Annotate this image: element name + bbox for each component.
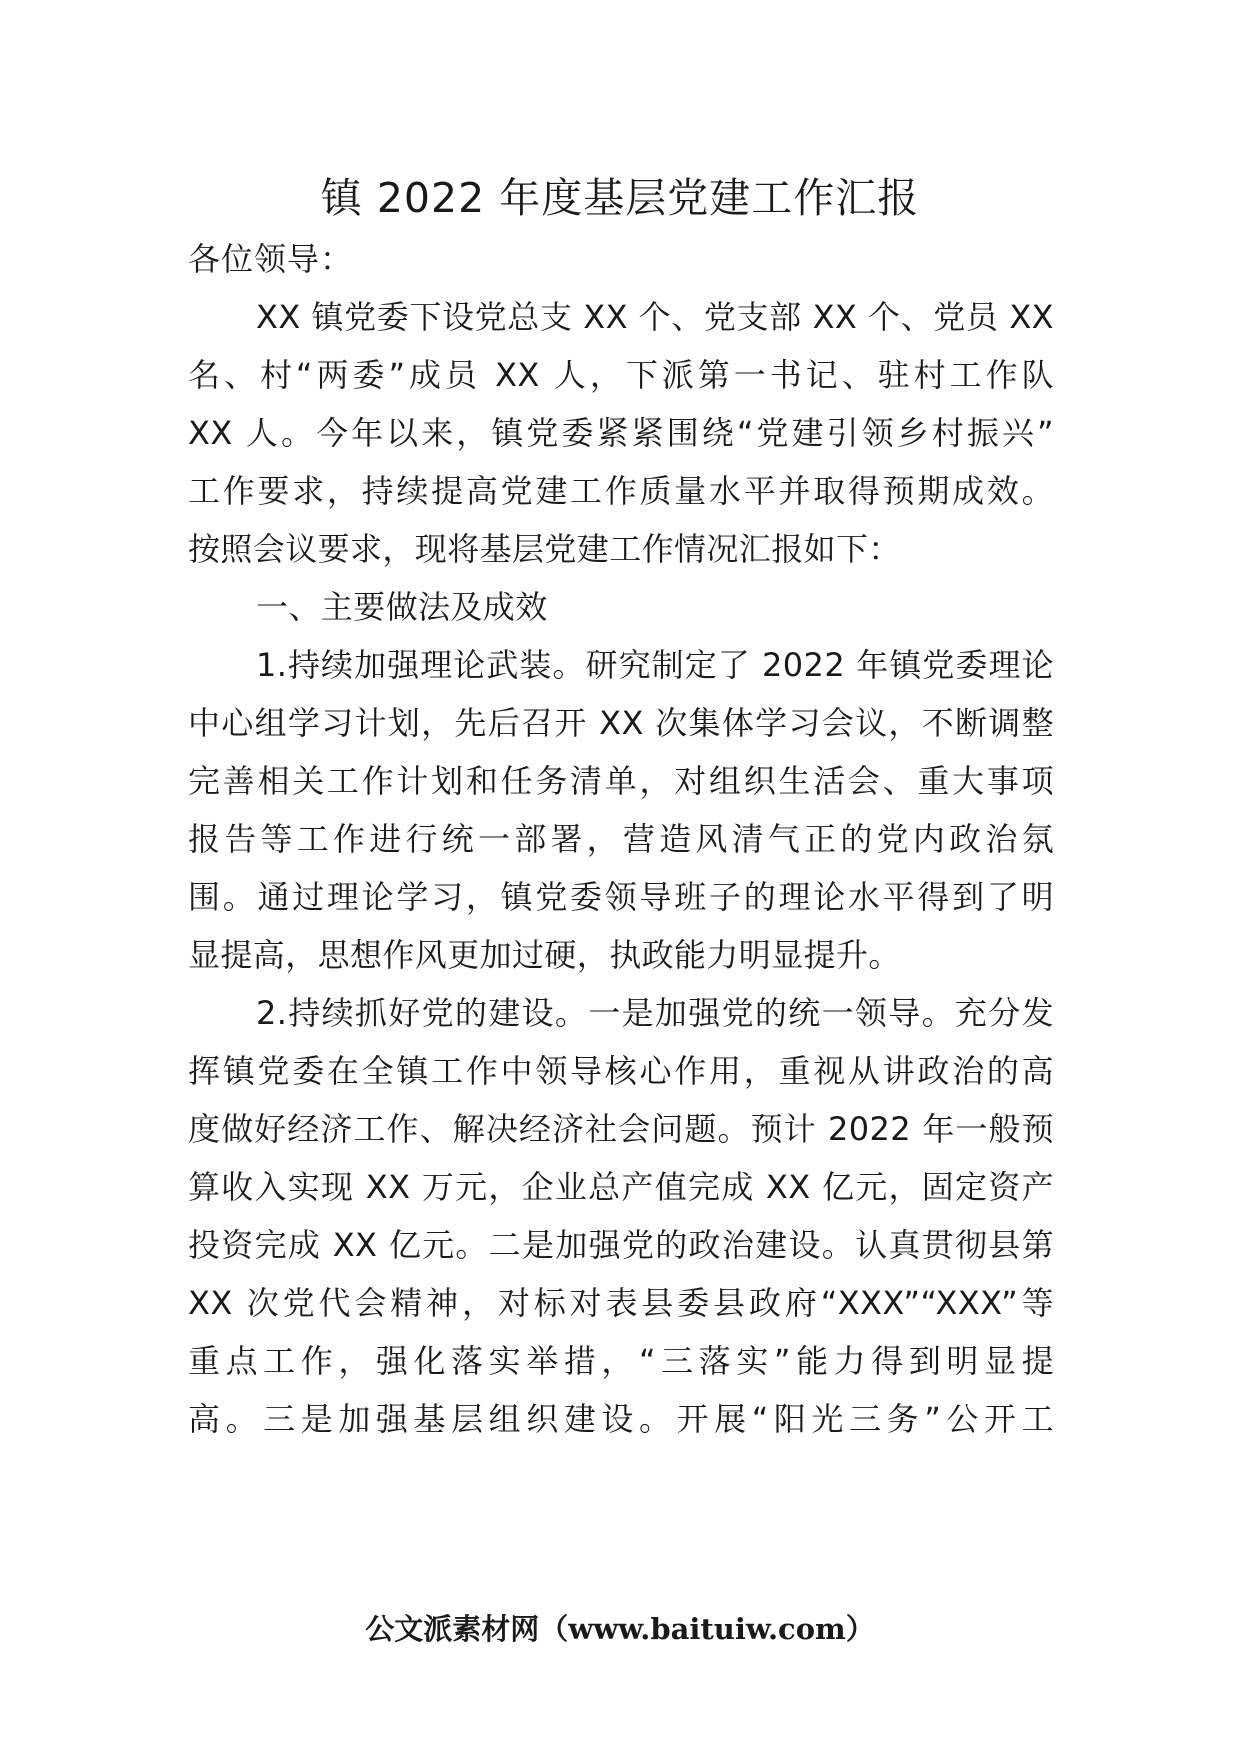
paragraph-line: 名、村“两委”成员 XX 人，下派第一书记、驻村工作队	[188, 356, 1054, 394]
paragraph-line: 显提高，思想作风更加过硬，执政能力明显提升。	[188, 936, 901, 974]
paragraph-line: XX 人。今年以来，镇党委紧紧围绕“党建引领乡村振兴”	[188, 414, 1054, 452]
paragraph-line: 完善相关工作计划和任务清单，对组织生活会、重大事项	[188, 762, 1054, 800]
paragraph-line: 挥镇党委在全镇工作中领导核心作用，重视从讲政治的高	[188, 1052, 1054, 1090]
paragraph-line: 2.持续抓好党的建设。一是加强党的统一领导。充分发	[256, 994, 1054, 1032]
paragraph-line: 投资完成 XX 亿元。二是加强党的政治建设。认真贯彻县第	[188, 1226, 1054, 1264]
document-title: 镇 2022 年度基层党建工作汇报	[320, 174, 920, 222]
paragraph-line: 报告等工作进行统一部署，营造风清气正的党内政治氛	[188, 820, 1054, 858]
paragraph-line: 按照会议要求，现将基层党建工作情况汇报如下：	[188, 530, 901, 568]
paragraph-line: XX 镇党委下设党总支 XX 个、党支部 XX 个、党员 XX	[256, 298, 1054, 336]
paragraph-line: 1.持续加强理论武装。研究制定了 2022 年镇党委理论	[256, 646, 1054, 684]
paragraph-line: 围。通过理论学习，镇党委领导班子的理论水平得到了明	[188, 878, 1054, 916]
section-heading: 一、主要做法及成效	[256, 588, 548, 626]
paragraph-line: 中心组学习计划，先后召开 XX 次集体学习会议，不断调整	[188, 704, 1054, 742]
footer-watermark: 公文派素材网（www.baituiw.com）	[365, 1612, 875, 1646]
paragraph-line: 高。三是加强基层组织建设。开展“阳光三务”公开工	[188, 1400, 1054, 1438]
paragraph-line: 算收入实现 XX 万元，企业总产值完成 XX 亿元，固定资产	[188, 1168, 1054, 1206]
paragraph-line: 工作要求，持续提高党建工作质量水平并取得预期成效。	[188, 472, 1054, 510]
paragraph-line: XX 次党代会精神，对标对表县委县政府“XXX”“XXX”等	[188, 1284, 1054, 1322]
salutation: 各位领导：	[188, 240, 354, 278]
paragraph-line: 度做好经济工作、解决经济社会问题。预计 2022 年一般预	[188, 1110, 1054, 1148]
paragraph-line: 重点工作，强化落实举措，“三落实”能力得到明显提	[188, 1342, 1054, 1380]
